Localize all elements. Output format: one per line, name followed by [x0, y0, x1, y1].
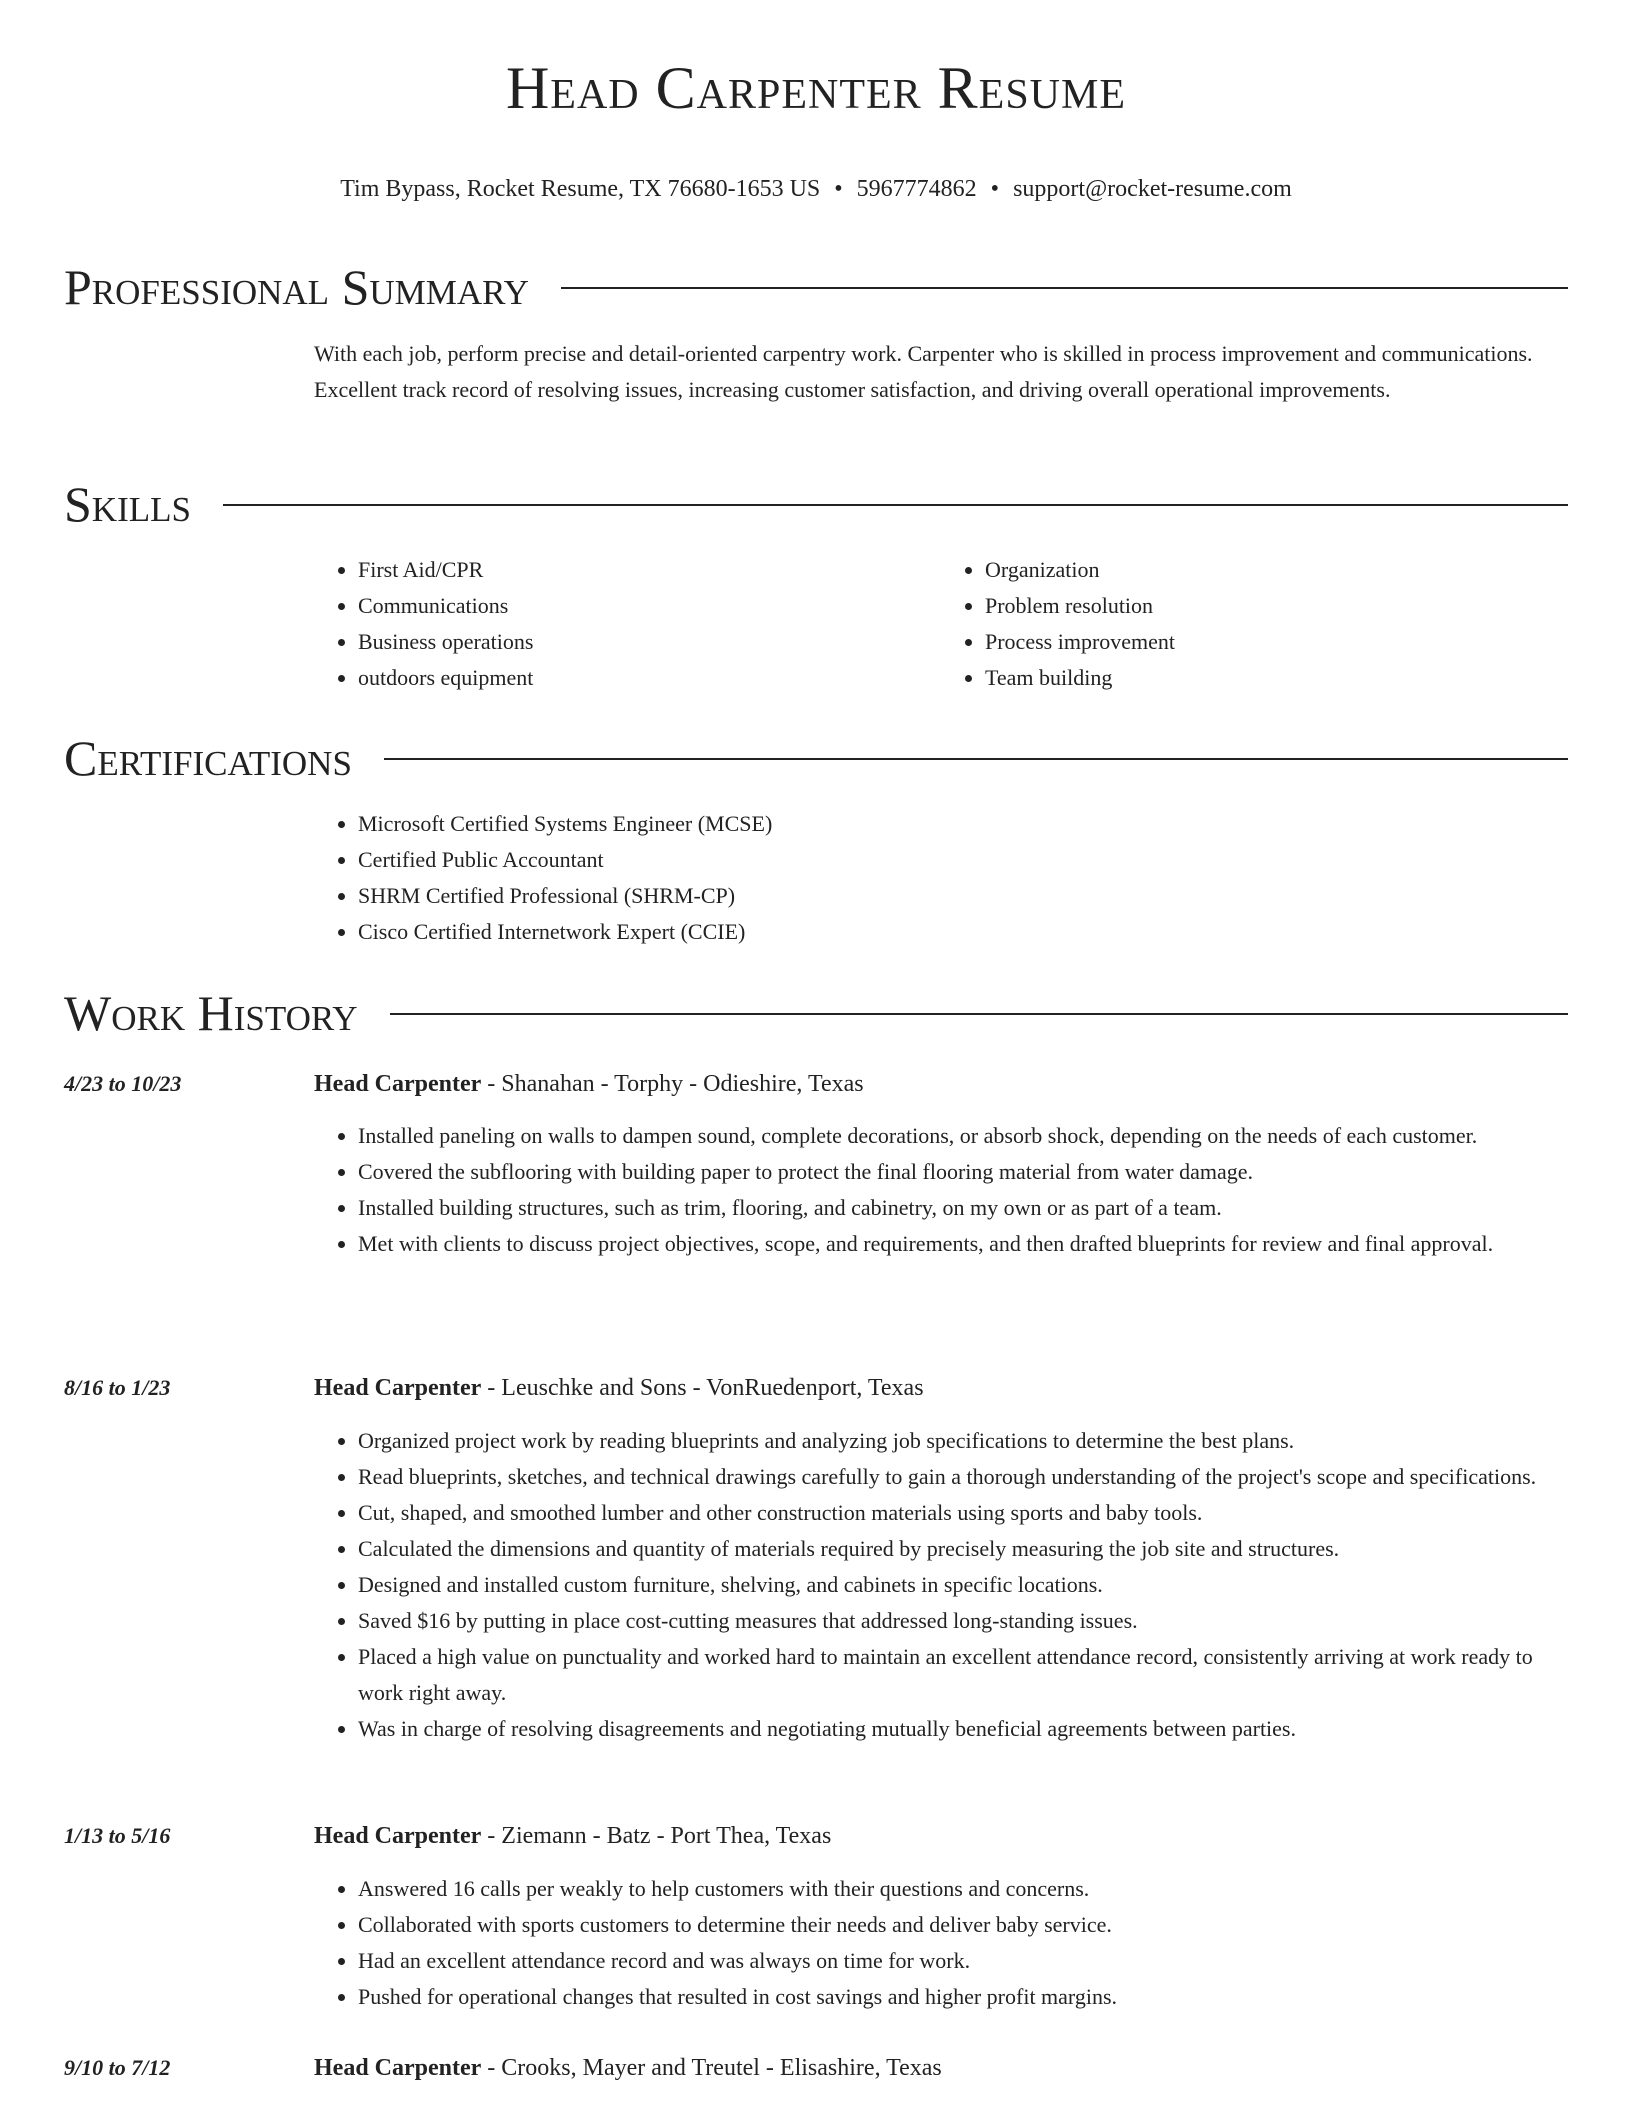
job-bullet: • Answered 16 calls per weakly to help customers with their questions and concerns. [358, 1871, 1568, 1907]
skill-item: • Business operations [358, 624, 941, 660]
skills-column-right [941, 552, 1568, 696]
certification-item: • Certified Public Accountant [358, 842, 1568, 878]
section-divider [223, 504, 1568, 506]
summary-heading: Professional Summary [64, 259, 529, 315]
job-employer: - Ziemann - Batz - Port Thea, Texas [481, 1823, 832, 1849]
job-bullet: • Organized project work by reading blueprints and analyzing job specifications to determine the best plans. [358, 1423, 1568, 1459]
job-heading [314, 1066, 864, 1102]
resume-title: Head Carpenter Resume [505, 55, 1127, 121]
skill-item: • Communications [358, 588, 941, 624]
job-bullets [314, 1871, 1568, 2015]
contact-line [64, 176, 1568, 203]
job-bullet: • Installed paneling on walls to dampen sound, complete decorations, or absorb shock, depending on the needs of each customer. [358, 1118, 1568, 1154]
work-history-section-header [64, 985, 1568, 1041]
certification-item: • Cisco Certified Internetwork Expert (CCIE) [358, 914, 1568, 950]
job-bullet: • Covered the subflooring with building paper to protect the final flooring material from water damage. [358, 1154, 1568, 1190]
skill-item: • Team building [985, 660, 1568, 696]
job-dates: 1/13 to 5/16 [64, 1823, 171, 1848]
certifications-list [314, 806, 1568, 950]
job-title: Head Carpenter [314, 1823, 482, 1849]
certification-item: • SHRM Certified Professional (SHRM-CP) [358, 878, 1568, 914]
job-heading [314, 1370, 924, 1406]
skills-heading: Skills [64, 476, 191, 532]
contact-separator: • [990, 176, 1000, 202]
job-employer: - Crooks, Mayer and Treutel - Elisashire, Texas [481, 2055, 942, 2081]
job-bullet: • Saved $16 by putting in place cost-cutting measures that addressed long-standing issues. [358, 1603, 1568, 1639]
job-title: Head Carpenter [314, 1071, 482, 1097]
job-heading [314, 1818, 831, 1854]
job-bullets [314, 1118, 1568, 1262]
job-bullet: • Met with clients to discuss project objectives, scope, and requirements, and then drafted blueprints for review and final approval. [358, 1226, 1568, 1262]
job-dates: 9/10 to 7/12 [64, 2055, 171, 2080]
job-dates: 4/23 to 10/23 [64, 1071, 182, 1096]
job-bullet: • Collaborated with sports customers to determine their needs and deliver baby service. [358, 1907, 1568, 1943]
summary-text: With each job, perform precise and detail-oriented carpentry work. Carpenter who is skilled in process improvement and communications. Excellent track record of resolving issues, increasing customer satisfaction, and driving overall operational improvements. [314, 341, 1533, 402]
job-bullet: • Had an excellent attendance record and was always on time for work. [358, 1943, 1568, 1979]
skills-list [314, 552, 1568, 696]
job-employer: - Shanahan - Torphy - Odieshire, Texas [481, 1071, 864, 1097]
skills-section-header [64, 476, 1568, 532]
contact-address: Tim Bypass, Rocket Resume, TX 76680-1653 US [340, 176, 821, 202]
job-bullet: • Placed a high value on punctuality and worked hard to maintain an excellent attendance record, consistently arriving at work ready to work right away. [358, 1639, 1568, 1711]
section-divider [561, 287, 1568, 289]
certifications-section-header [64, 730, 1568, 786]
skill-item: • Organization [985, 552, 1568, 588]
summary-section-header [64, 259, 1568, 315]
skill-item: • Problem resolution [985, 588, 1568, 624]
skills-column-left [314, 552, 941, 696]
contact-phone: 5967774862 [856, 176, 977, 202]
work-history-heading: Work History [64, 985, 358, 1041]
job-title: Head Carpenter [314, 1375, 482, 1401]
job-bullets [314, 1423, 1568, 1747]
certification-item: • Microsoft Certified Systems Engineer (MCSE) [358, 806, 1568, 842]
section-divider [384, 758, 1568, 760]
contact-separator: • [834, 176, 843, 202]
job-dates: 8/16 to 1/23 [64, 1375, 171, 1400]
job-title: Head Carpenter [314, 2055, 482, 2081]
skill-item: • outdoors equipment [358, 660, 941, 696]
certifications-heading: Certifications [64, 730, 352, 786]
job-bullet: • Read blueprints, sketches, and technical drawings carefully to gain a thorough understanding of the project's scope and specifications. [358, 1459, 1568, 1495]
job-bullet: • Installed building structures, such as trim, flooring, and cabinetry, on my own or as part of a team. [358, 1190, 1568, 1226]
section-divider [390, 1013, 1568, 1015]
job-bullet: • Cut, shaped, and smoothed lumber and other construction materials using sports and baby tools. [358, 1495, 1568, 1531]
contact-email[interactable]: support@rocket-resume.com [1013, 176, 1292, 202]
job-heading [314, 2050, 942, 2086]
job-bullet: • Calculated the dimensions and quantity of materials required by precisely measuring the job site and structures. [358, 1531, 1568, 1567]
skill-item: • First Aid/CPR [358, 552, 941, 588]
skill-item: • Process improvement [985, 624, 1568, 660]
job-employer: - Leuschke and Sons - VonRuedenport, Texas [481, 1375, 924, 1401]
job-bullet: • Was in charge of resolving disagreements and negotiating mutually beneficial agreements between parties. [358, 1711, 1568, 1747]
job-bullet: • Pushed for operational changes that resulted in cost savings and higher profit margins. [358, 1979, 1568, 2015]
job-bullet: • Designed and installed custom furniture, shelving, and cabinets in specific locations. [358, 1567, 1568, 1603]
